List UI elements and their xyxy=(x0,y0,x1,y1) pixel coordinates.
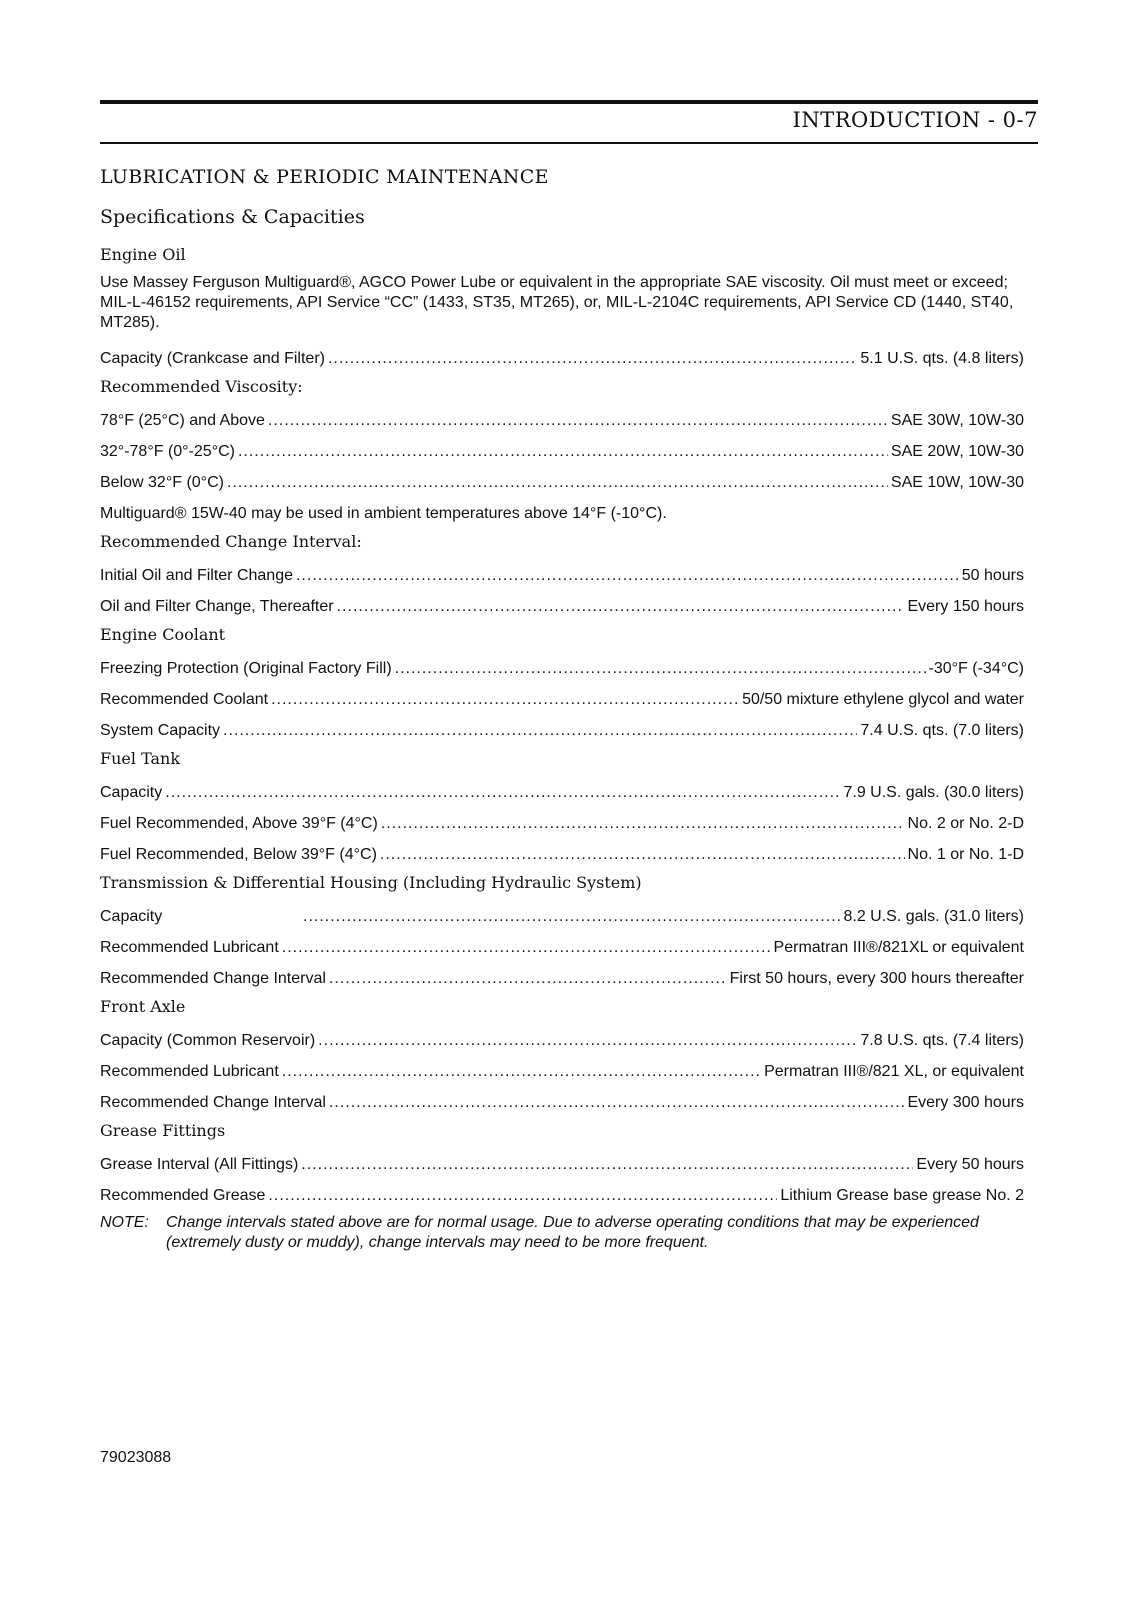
spec-value: Every 150 hours xyxy=(907,598,1024,615)
spec-row xyxy=(100,839,1024,870)
dot-leader xyxy=(238,436,888,467)
spec-row xyxy=(100,343,1024,374)
spec-value: Permatran III®/821 XL, or equivalent xyxy=(764,1063,1024,1080)
spec-row xyxy=(100,901,1024,932)
spec-row xyxy=(100,808,1024,839)
spec-value: SAE 10W, 10W-30 xyxy=(890,474,1024,491)
spec-label: Fuel Recommended, Above 39°F (4°C) xyxy=(100,815,378,832)
spec-row xyxy=(100,932,1024,963)
spec-label: 32°-78°F (0°-25°C) xyxy=(100,443,235,460)
spec-row xyxy=(100,1025,1024,1056)
spec-row xyxy=(100,777,1024,808)
spec-label: Recommended Lubricant xyxy=(100,939,279,956)
spec-label: Oil and Filter Change, Thereafter xyxy=(100,598,334,615)
change-interval-heading: Recommended Change Interval: xyxy=(100,532,362,551)
dot-leader xyxy=(301,1149,913,1180)
note-label: NOTE: xyxy=(100,1214,149,1231)
subsection-title: Specifications & Capacities xyxy=(100,206,365,228)
spec-value: 5.1 U.S. qts. (4.8 liters) xyxy=(860,350,1024,367)
spec-row xyxy=(100,560,1024,591)
spec-value: Lithium Grease base grease No. 2 xyxy=(780,1187,1024,1204)
engine-oil-heading: Engine Oil xyxy=(100,245,186,264)
spec-label: Below 32°F (0°C) xyxy=(100,474,224,491)
spec-label: System Capacity xyxy=(100,722,221,739)
spec-row xyxy=(100,715,1024,746)
dot-leader xyxy=(395,653,926,684)
grease-fittings-heading: Grease Fittings xyxy=(100,1121,226,1140)
dot-leader xyxy=(282,932,771,963)
spec-row xyxy=(100,467,1024,498)
spec-label: Grease Interval (All Fittings) xyxy=(100,1156,299,1173)
dot-leader xyxy=(268,405,888,436)
dot-leader xyxy=(329,1087,905,1118)
fuel-tank-heading: Fuel Tank xyxy=(100,749,181,768)
page-header-title: INTRODUCTION - 0-7 xyxy=(792,108,1038,132)
engine-coolant-heading: Engine Coolant xyxy=(100,625,226,644)
spec-row xyxy=(100,653,1024,684)
front-axle-heading: Front Axle xyxy=(100,997,186,1016)
spec-label: Recommended Coolant xyxy=(100,691,269,708)
spec-row xyxy=(100,1149,1024,1180)
transmission-heading: Transmission & Differential Housing (Including Hydraulic System) xyxy=(100,873,642,892)
multiguard-note xyxy=(100,498,1024,529)
dot-leader xyxy=(328,343,857,374)
spec-value: 7.9 U.S. gals. (30.0 liters) xyxy=(843,784,1024,801)
dot-leader xyxy=(165,777,840,808)
spec-value: No. 1 or No. 1-D xyxy=(907,846,1024,863)
spec-value: Permatran III®/821XL or equivalent xyxy=(773,939,1024,956)
spec-value: Every 300 hours xyxy=(907,1094,1024,1111)
section-title: LUBRICATION & PERIODIC MAINTENANCE xyxy=(100,166,549,188)
spec-label: Freezing Protection (Original Factory Fill) xyxy=(100,660,392,677)
dot-leader xyxy=(282,1056,761,1087)
spec-row xyxy=(100,1180,1024,1211)
spec-value: 50/50 mixture ethylene glycol and water xyxy=(742,691,1024,708)
spec-label: Recommended Grease xyxy=(100,1187,266,1204)
spec-label: 78°F (25°C) and Above xyxy=(100,412,265,429)
document-number: 79023088 xyxy=(100,1449,172,1466)
dot-leader xyxy=(380,839,905,870)
dot-leader xyxy=(268,1180,777,1211)
spec-value: Every 50 hours xyxy=(916,1156,1024,1173)
spec-row xyxy=(100,436,1024,467)
spec-label: Capacity (Common Reservoir) xyxy=(100,1032,316,1049)
spec-content xyxy=(100,242,1024,1253)
dot-leader xyxy=(227,467,888,498)
multiguard-note-text: Multiguard® 15W-40 may be used in ambient temperatures above 14°F (-10°C). xyxy=(100,505,667,522)
spec-row xyxy=(100,1087,1024,1118)
spec-label: Fuel Recommended, Below 39°F (4°C) xyxy=(100,846,377,863)
dot-leader xyxy=(223,715,857,746)
maintenance-note xyxy=(100,1213,1038,1253)
spec-value: 7.4 U.S. qts. (7.0 liters) xyxy=(860,722,1024,739)
dot-leader xyxy=(303,901,840,932)
header-rule-bottom xyxy=(100,142,1038,144)
spec-label: Recommended Change Interval xyxy=(100,1094,326,1111)
spec-label: Capacity xyxy=(100,784,163,801)
spec-label: Capacity (Crankcase and Filter) xyxy=(100,350,325,367)
spec-value: 7.8 U.S. qts. (7.4 liters) xyxy=(860,1032,1024,1049)
dot-leader xyxy=(381,808,905,839)
spec-value: -30°F (-34°C) xyxy=(928,660,1024,677)
spec-row xyxy=(100,591,1024,622)
engine-oil-description: Use Massey Ferguson Multiguard®, AGCO Power Lube or equivalent in the appropriate SAE viscosity. Oil must meet or exceed; MIL-L-46152 requirements, API Service “CC” (1433, ST35, MT265), or, MIL-L-2104C requirements, API Service CD (1440, ST40, MT285). xyxy=(100,274,1014,331)
dot-leader xyxy=(318,1025,857,1056)
spec-row xyxy=(100,684,1024,715)
note-text: Change intervals stated above are for normal usage. Due to adverse operating conditions that may be experienced (extremely dusty or muddy), change intervals may need to be more frequent. xyxy=(166,1214,979,1251)
spec-value: No. 2 or No. 2-D xyxy=(907,815,1024,832)
dot-leader xyxy=(337,591,905,622)
dot-leader xyxy=(271,684,739,715)
dot-leader xyxy=(329,963,727,994)
spec-row xyxy=(100,963,1024,994)
spec-row xyxy=(100,1056,1024,1087)
spec-value: 50 hours xyxy=(961,567,1024,584)
spec-value: 8.2 U.S. gals. (31.0 liters) xyxy=(843,908,1024,925)
viscosity-heading: Recommended Viscosity: xyxy=(100,377,303,396)
header-rule-top xyxy=(100,100,1038,104)
spec-label: Recommended Change Interval xyxy=(100,970,326,987)
spec-label: Initial Oil and Filter Change xyxy=(100,567,293,584)
dot-leader xyxy=(296,560,959,591)
spec-value: SAE 30W, 10W-30 xyxy=(890,412,1024,429)
spec-label: Recommended Lubricant xyxy=(100,1063,279,1080)
spec-value: First 50 hours, every 300 hours thereafter xyxy=(729,970,1024,987)
spec-label: Capacity xyxy=(100,908,163,925)
spec-row xyxy=(100,405,1024,436)
spec-value: SAE 20W, 10W-30 xyxy=(890,443,1024,460)
